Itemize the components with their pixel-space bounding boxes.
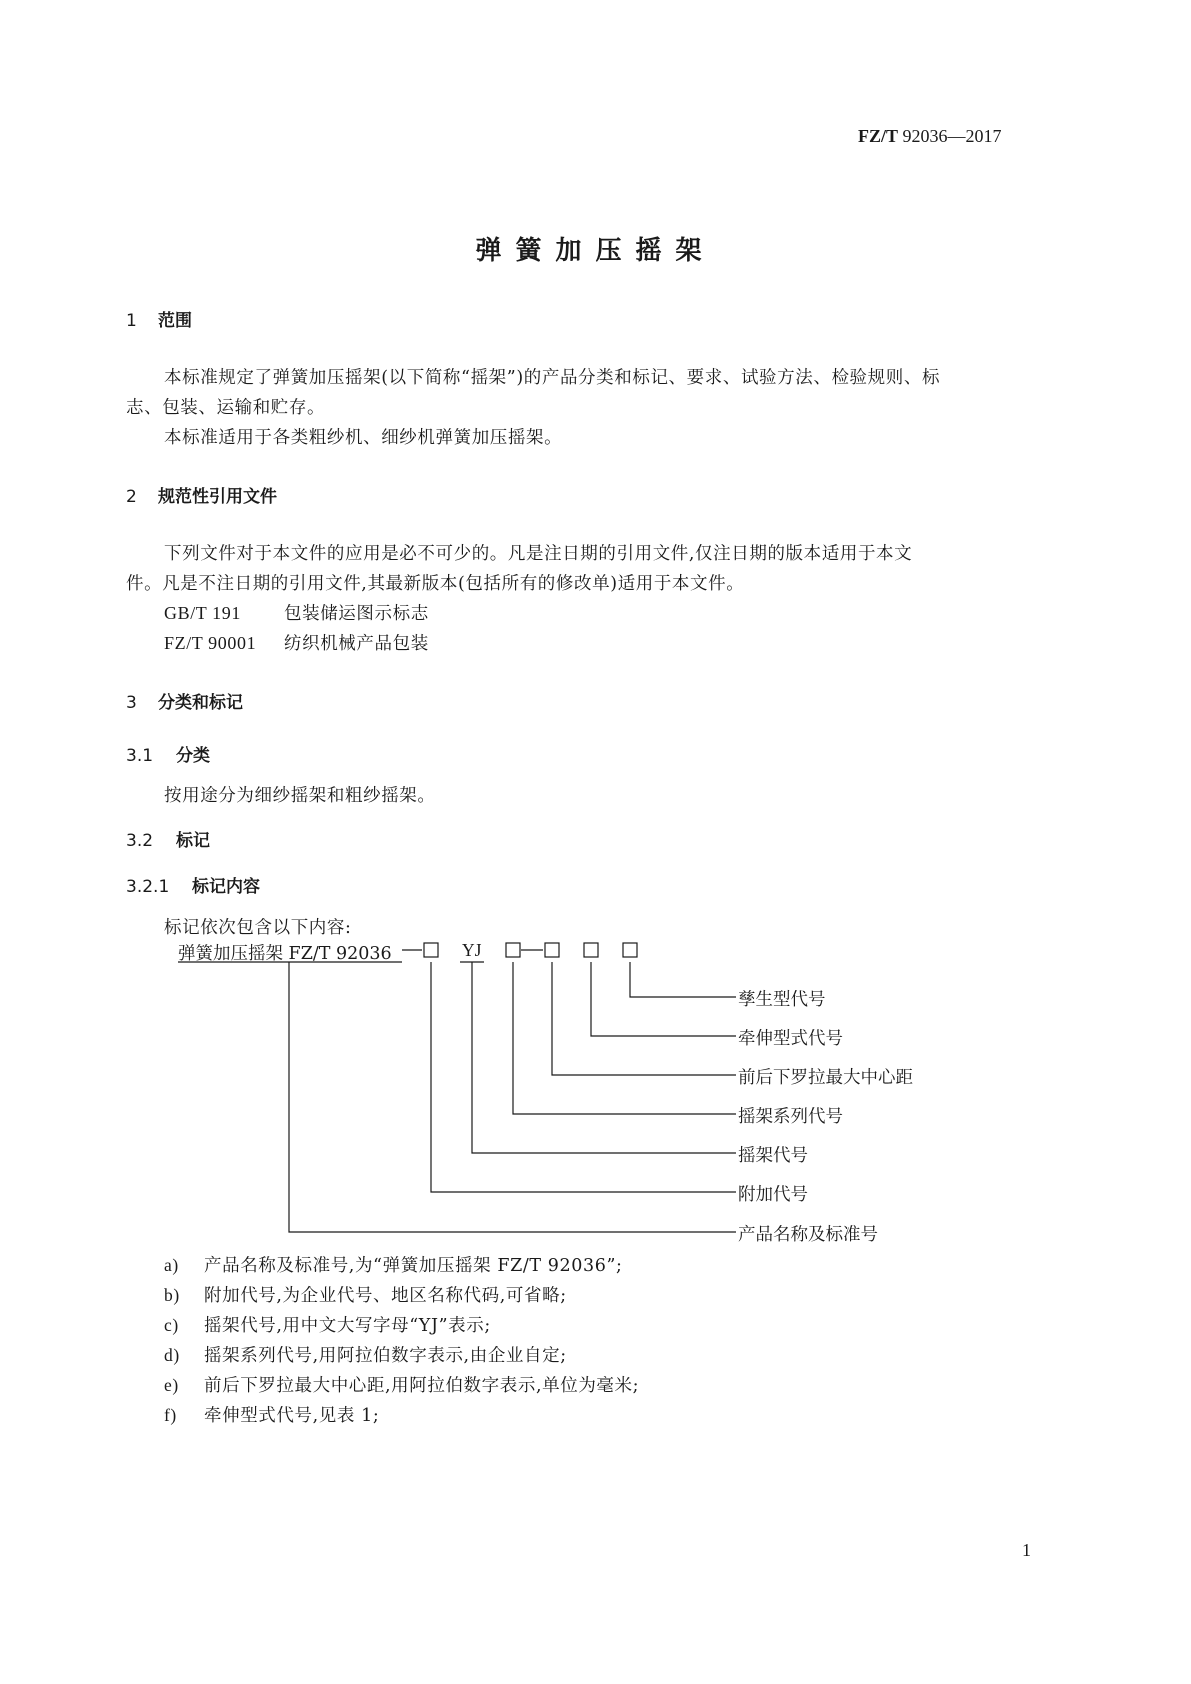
paragraph: 本标准适用于各类粗纱机、细纱机弹簧加压摇架。: [164, 428, 563, 448]
reference-code: GB/T 191: [164, 603, 241, 623]
standard-code: 92036—2017: [902, 126, 1002, 146]
leader-yj: [472, 962, 736, 1153]
section-title: 标记: [176, 831, 210, 851]
list-label: a): [164, 1255, 179, 1275]
reference-code: FZ/T 90001: [164, 633, 257, 653]
document-title: 弹簧加压摇架: [475, 236, 716, 266]
list-item: [164, 1282, 567, 1307]
list-item: [164, 1372, 639, 1397]
list-label: e): [164, 1375, 179, 1395]
leader-drafting-type: [591, 962, 736, 1036]
list-label: d): [164, 1345, 180, 1365]
box-drafting-type: [584, 943, 598, 957]
list-text: 牵伸型式代号,见表 1;: [204, 1406, 380, 1426]
section-title: 分类和标记: [158, 693, 243, 713]
reference-title: 包装储运图示标志: [284, 604, 429, 624]
marking-yj: YJ: [462, 940, 482, 960]
box-twin-type: [623, 943, 637, 957]
box-series-code: [506, 943, 520, 957]
page-number: 1: [1022, 1540, 1031, 1560]
leader-series-code: [513, 962, 736, 1114]
marking-prefix: 弹簧加压摇架 FZ/T 92036: [178, 944, 392, 964]
paragraph: 件。凡是不注日期的引用文件,其最新版本(包括所有的修改单)适用于本文件。: [126, 574, 745, 594]
list-text: 摇架系列代号,用阿拉伯数字表示,由企业自定;: [204, 1346, 567, 1366]
leader-center-distance: [552, 962, 736, 1075]
section-number: 2: [126, 487, 137, 507]
marking-label: 孳生型代号: [738, 990, 826, 1010]
reference-title: 纺织机械产品包装: [284, 634, 429, 654]
marking-label: 产品名称及标准号: [738, 1225, 878, 1245]
section-number: 3.2: [126, 831, 154, 851]
list-item: [164, 1252, 623, 1277]
paragraph: 志、包装、运输和贮存。: [126, 398, 326, 418]
paragraph: 下列文件对于本文件的应用是必不可少的。凡是注日期的引用文件,仅注日期的版本适用于本文: [164, 544, 913, 564]
section-number: 3.1: [126, 746, 154, 766]
paragraph: 本标准规定了弹簧加压摇架(以下简称“摇架”)的产品分类和标记、要求、试验方法、检验规则、标: [164, 368, 941, 388]
marking-label: 摇架代号: [738, 1146, 808, 1166]
paragraph: 标记依次包含以下内容:: [164, 918, 352, 938]
marking-label: 附加代号: [738, 1185, 808, 1205]
section-number: 3.2.1: [126, 877, 170, 897]
box-center-distance: [545, 943, 559, 957]
standard-prefix: FZ/T: [858, 126, 899, 146]
list-text: 前后下罗拉最大中心距,用阿拉伯数字表示,单位为毫米;: [204, 1376, 640, 1396]
list-item: [164, 1342, 567, 1367]
section-title: 标记内容: [192, 877, 260, 897]
list-text: 附加代号,为企业代号、地区名称代码,可省略;: [204, 1286, 567, 1306]
list-text: 摇架代号,用中文大写字母“YJ”表示;: [204, 1316, 491, 1336]
section-title: 规范性引用文件: [158, 487, 277, 507]
list-label: c): [164, 1315, 179, 1335]
section-number: 1: [126, 311, 137, 331]
box-additional-code: [424, 943, 438, 957]
list-label: b): [164, 1285, 180, 1305]
list-label: f): [164, 1405, 177, 1425]
section-title: 范围: [158, 311, 192, 331]
marking-label: 牵伸型式代号: [738, 1029, 843, 1049]
list-text: 产品名称及标准号,为“弹簧加压摇架 FZ/T 92036”;: [204, 1256, 623, 1276]
marking-label: 前后下罗拉最大中心距: [738, 1068, 913, 1088]
section-title: 分类: [176, 746, 210, 766]
list-item: [164, 1402, 379, 1427]
leader-twin-type: [630, 962, 736, 997]
paragraph: 按用途分为细纱摇架和粗纱摇架。: [164, 786, 436, 806]
list-item: [164, 1312, 491, 1337]
section-number: 3: [126, 693, 137, 713]
marking-label: 摇架系列代号: [738, 1107, 843, 1127]
